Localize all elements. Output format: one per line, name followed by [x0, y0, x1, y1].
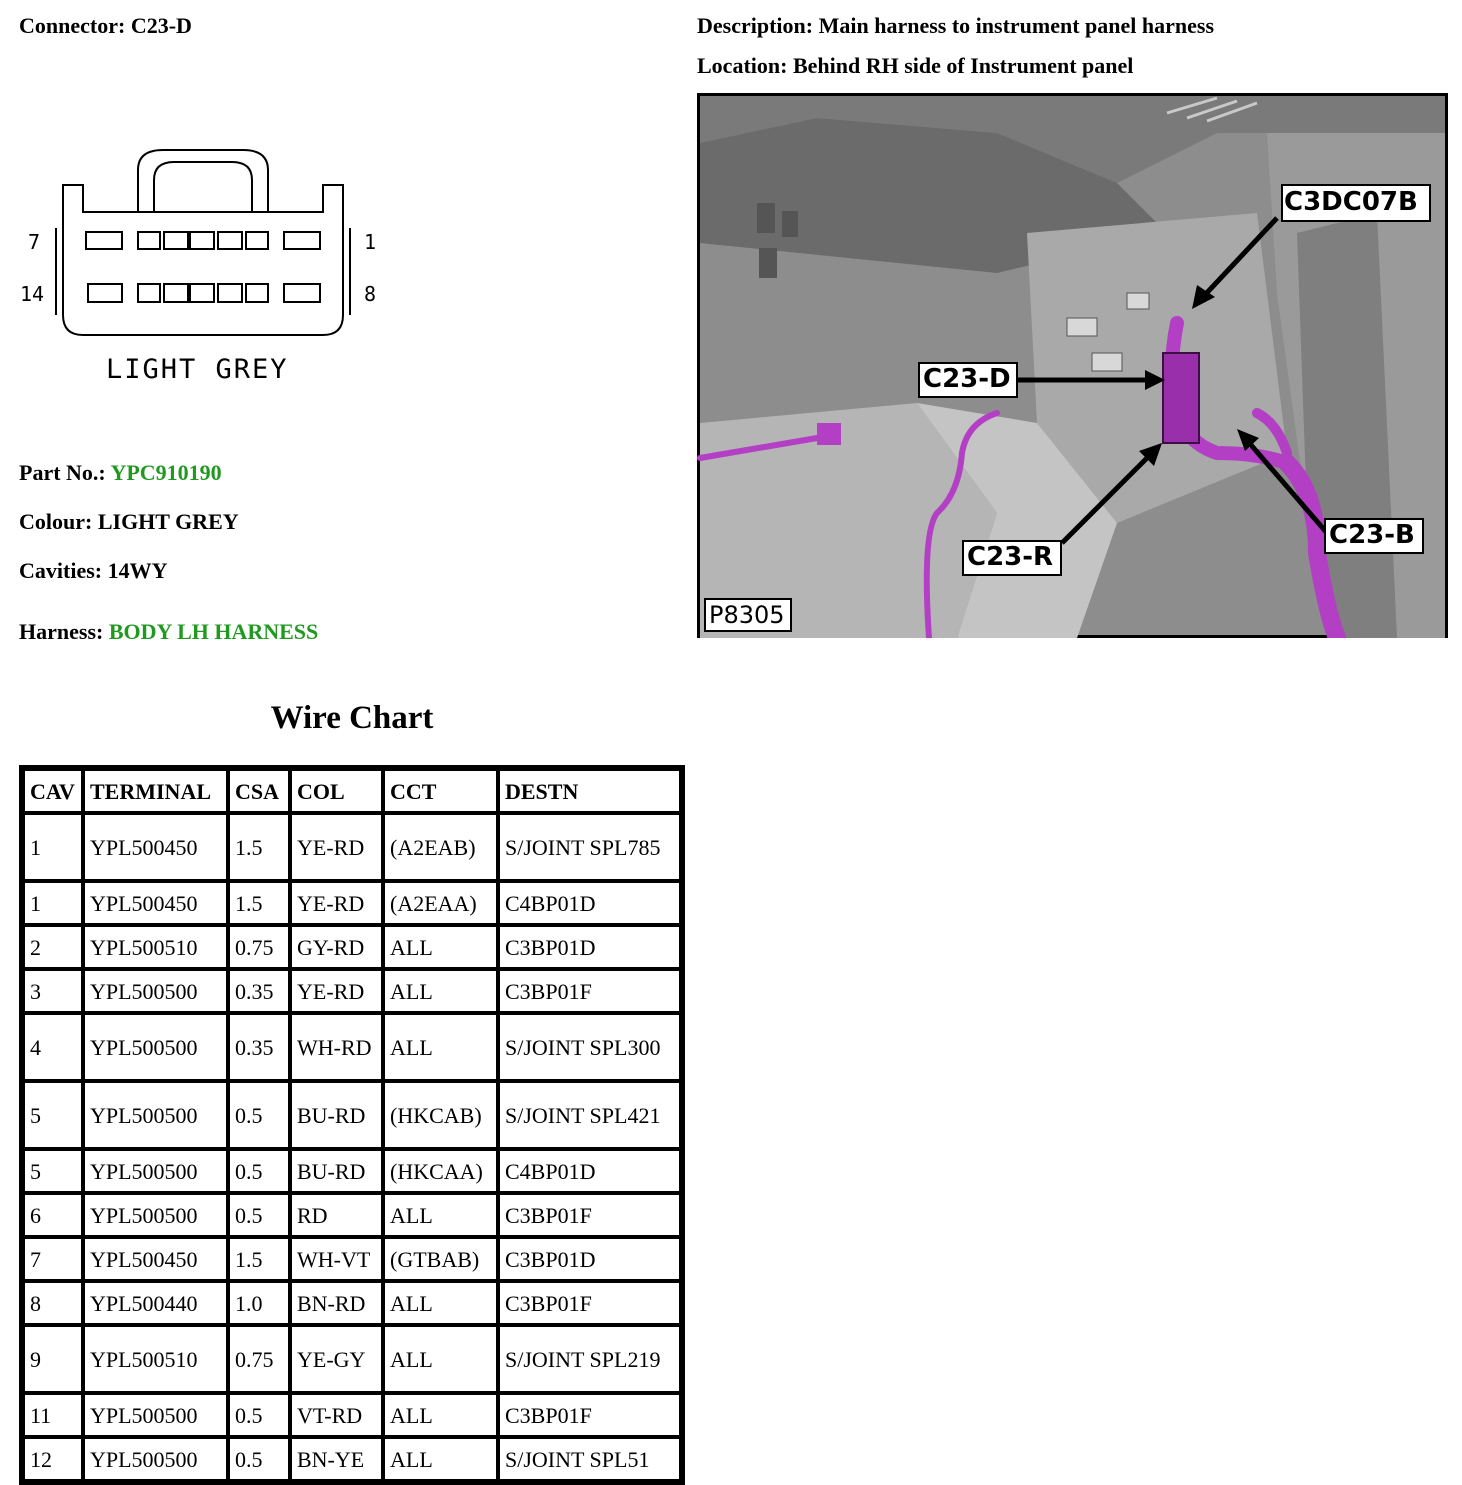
- table-row: [23, 1013, 681, 1081]
- callout-c23-b: C23-B: [1329, 520, 1415, 550]
- pin-label-14: 14: [20, 282, 45, 306]
- header-col: COL: [290, 769, 383, 813]
- cell-terminal: YPL500500: [83, 1437, 228, 1481]
- pin-label-7: 7: [28, 230, 41, 254]
- cell-csa: 0.35: [228, 969, 290, 1013]
- cell-cct: ALL: [383, 1393, 498, 1437]
- cell-col: YE-RD: [290, 881, 383, 925]
- description-line: [697, 13, 1214, 39]
- location-line: [697, 53, 1133, 79]
- cell-csa: 0.75: [228, 925, 290, 969]
- cell-col: BU-RD: [290, 1149, 383, 1193]
- cell-col: YE-GY: [290, 1325, 383, 1393]
- cell-destn: S/JOINT SPL51: [498, 1437, 681, 1481]
- cell-cav: 2: [23, 925, 83, 969]
- cell-terminal: YPL500510: [83, 925, 228, 969]
- cell-cct: (A2EAB): [383, 813, 498, 881]
- cell-destn: S/JOINT SPL219: [498, 1325, 681, 1393]
- cell-terminal: YPL500500: [83, 1393, 228, 1437]
- colour-value: LIGHT GREY: [97, 509, 239, 534]
- table-row: [23, 1081, 681, 1149]
- header-csa: CSA: [228, 769, 290, 813]
- location-photo: [697, 93, 1448, 638]
- wire-chart-header-row: [23, 769, 681, 813]
- cell-cav: 6: [23, 1193, 83, 1237]
- table-row: [23, 881, 681, 925]
- wire-chart-title: Wire Chart: [270, 700, 434, 736]
- location-value: Behind RH side of Instrument panel: [792, 53, 1134, 78]
- cell-destn: C3BP01D: [498, 1237, 681, 1281]
- cell-cct: (HKCAB): [383, 1081, 498, 1149]
- cell-csa: 0.35: [228, 1013, 290, 1081]
- table-row: [23, 969, 681, 1013]
- cell-cav: 11: [23, 1393, 83, 1437]
- harness-line: [19, 619, 318, 645]
- table-row: [23, 1393, 681, 1437]
- cell-cav: 9: [23, 1325, 83, 1393]
- part-no-line: [19, 460, 222, 486]
- callout-c23-r: C23-R: [967, 542, 1054, 572]
- table-row: [23, 1193, 681, 1237]
- cell-cav: 5: [23, 1081, 83, 1149]
- cell-terminal: YPL500510: [83, 1325, 228, 1393]
- cell-csa: 1.5: [228, 813, 290, 881]
- harness-link[interactable]: BODY LH HARNESS: [108, 619, 319, 644]
- cell-cav: 3: [23, 969, 83, 1013]
- table-row: [23, 1149, 681, 1193]
- header-destn: DESTN: [498, 769, 681, 813]
- cell-col: RD: [290, 1193, 383, 1237]
- cell-destn: S/JOINT SPL300: [498, 1013, 681, 1081]
- cell-cav: 7: [23, 1237, 83, 1281]
- cell-terminal: YPL500500: [83, 1081, 228, 1149]
- cell-destn: C3BP01F: [498, 1393, 681, 1437]
- header-terminal: TERMINAL: [83, 769, 228, 813]
- cell-cct: (GTBAB): [383, 1237, 498, 1281]
- pin-label-1: 1: [364, 230, 377, 254]
- cell-csa: 0.5: [228, 1149, 290, 1193]
- table-row: [23, 1437, 681, 1481]
- cell-csa: 1.5: [228, 1237, 290, 1281]
- cell-csa: 0.5: [228, 1437, 290, 1481]
- cell-cav: 1: [23, 813, 83, 881]
- cell-cct: (A2EAA): [383, 881, 498, 925]
- cell-destn: C3BP01D: [498, 925, 681, 969]
- cell-cct: ALL: [383, 1325, 498, 1393]
- cell-destn: S/JOINT SPL785: [498, 813, 681, 881]
- cell-destn: C4BP01D: [498, 1149, 681, 1193]
- table-row: [23, 1281, 681, 1325]
- cell-destn: C3BP01F: [498, 1281, 681, 1325]
- table-row: [23, 1325, 681, 1393]
- cavities-line: [19, 558, 167, 584]
- description-label: Description:: [697, 13, 814, 38]
- colour-line: [19, 509, 239, 535]
- cell-destn: C3BP01F: [498, 1193, 681, 1237]
- connector-face-diagram: [18, 140, 418, 400]
- pin-label-8: 8: [364, 282, 377, 306]
- table-row: [23, 925, 681, 969]
- connector-label: Connector:: [19, 13, 126, 38]
- cell-col: BU-RD: [290, 1081, 383, 1149]
- part-no-link[interactable]: YPC910190: [110, 460, 222, 485]
- cell-terminal: YPL500440: [83, 1281, 228, 1325]
- header-cct: CCT: [383, 769, 498, 813]
- header-cav: CAV: [23, 769, 83, 813]
- cell-col: BN-RD: [290, 1281, 383, 1325]
- part-no-label: Part No.:: [19, 460, 106, 485]
- cell-cct: ALL: [383, 925, 498, 969]
- cell-destn: C4BP01D: [498, 881, 681, 925]
- cell-col: VT-RD: [290, 1393, 383, 1437]
- cell-cct: ALL: [383, 969, 498, 1013]
- cell-cav: 8: [23, 1281, 83, 1325]
- callout-c23-d: C23-D: [923, 364, 1011, 394]
- cell-col: YE-RD: [290, 813, 383, 881]
- cavities-value: 14WY: [107, 558, 168, 583]
- cell-destn: S/JOINT SPL421: [498, 1081, 681, 1149]
- cell-col: BN-YE: [290, 1437, 383, 1481]
- wire-chart-body: [23, 813, 681, 1481]
- cell-cct: ALL: [383, 1013, 498, 1081]
- cell-terminal: YPL500500: [83, 1193, 228, 1237]
- cell-csa: 0.5: [228, 1393, 290, 1437]
- wire-chart-table: [19, 765, 685, 1485]
- photo-reference: P8305: [709, 601, 785, 629]
- cell-csa: 1.0: [228, 1281, 290, 1325]
- cell-col: WH-RD: [290, 1013, 383, 1081]
- connector-value: C23-D: [130, 13, 192, 38]
- colour-label: Colour:: [19, 509, 93, 534]
- table-row: [23, 1237, 681, 1281]
- connector-heading: [19, 13, 192, 39]
- cell-csa: 0.5: [228, 1081, 290, 1149]
- cavities-label: Cavities:: [19, 558, 103, 583]
- cell-csa: 0.5: [228, 1193, 290, 1237]
- cell-csa: 0.75: [228, 1325, 290, 1393]
- cell-col: GY-RD: [290, 925, 383, 969]
- cell-cav: 5: [23, 1149, 83, 1193]
- cell-destn: C3BP01F: [498, 969, 681, 1013]
- cell-terminal: YPL500500: [83, 1149, 228, 1193]
- cell-col: WH-VT: [290, 1237, 383, 1281]
- cell-cct: (HKCAA): [383, 1149, 498, 1193]
- callout-c3dc07b: C3DC07B: [1284, 187, 1418, 217]
- location-illustration: [697, 93, 1448, 638]
- cell-cct: ALL: [383, 1437, 498, 1481]
- cell-csa: 1.5: [228, 881, 290, 925]
- colour-caption: LIGHT GREY: [106, 354, 289, 385]
- cell-cct: ALL: [383, 1193, 498, 1237]
- description-value: Main harness to instrument panel harness: [818, 13, 1215, 38]
- cell-cav: 1: [23, 881, 83, 925]
- harness-label: Harness:: [19, 619, 104, 644]
- cell-terminal: YPL500450: [83, 881, 228, 925]
- cell-cav: 12: [23, 1437, 83, 1481]
- cell-col: YE-RD: [290, 969, 383, 1013]
- cell-terminal: YPL500500: [83, 969, 228, 1013]
- cell-terminal: YPL500450: [83, 813, 228, 881]
- cell-cav: 4: [23, 1013, 83, 1081]
- table-row: [23, 813, 681, 881]
- location-label: Location:: [697, 53, 788, 78]
- cell-cct: ALL: [383, 1281, 498, 1325]
- cell-terminal: YPL500500: [83, 1013, 228, 1081]
- cell-terminal: YPL500450: [83, 1237, 228, 1281]
